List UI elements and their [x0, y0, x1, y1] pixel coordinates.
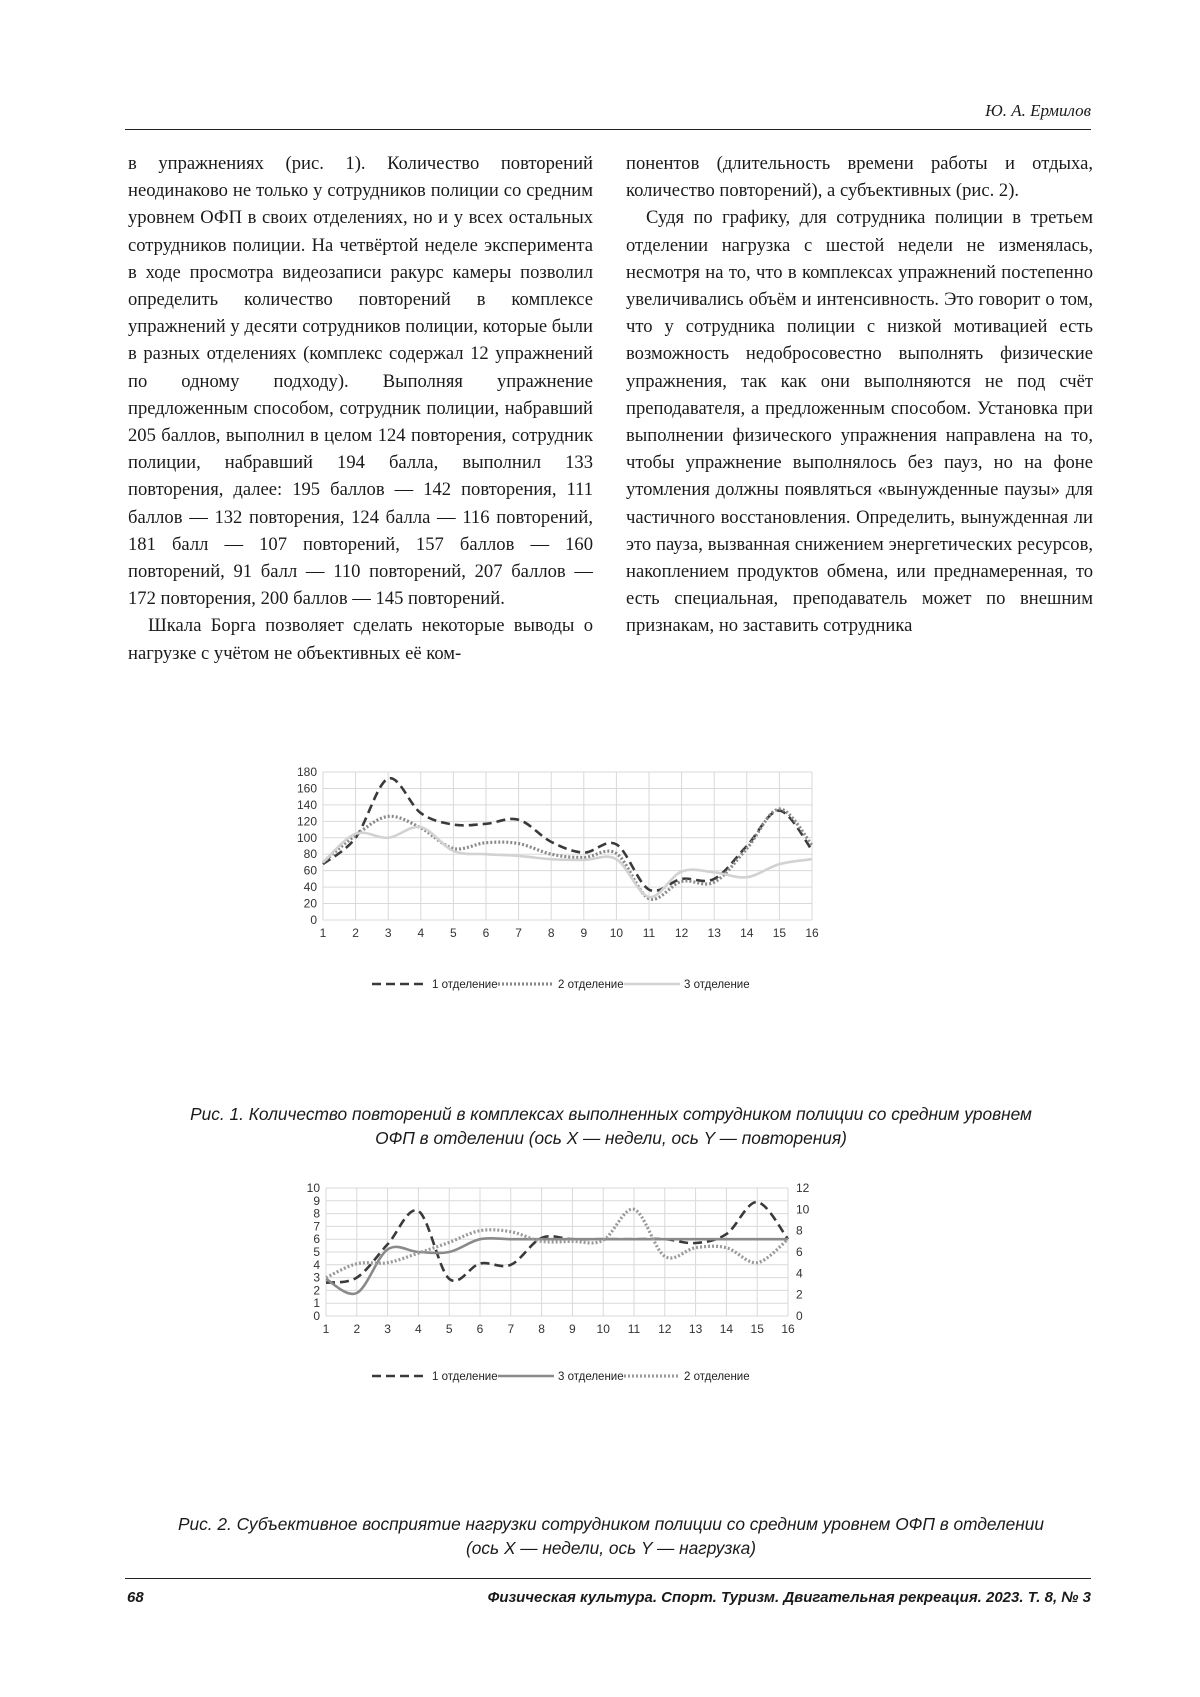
series-line	[326, 1209, 788, 1277]
x-tick-label: 3	[384, 1322, 391, 1336]
y2-tick-label: 12	[796, 1181, 810, 1195]
caption-line: ОФП в отделении (ось X — недели, ось Y — повторения)	[375, 1128, 847, 1148]
x-tick-label: 8	[538, 1322, 545, 1336]
x-tick-label: 14	[740, 926, 754, 940]
x-tick-label: 14	[719, 1322, 734, 1336]
figure-1-svg	[290, 762, 900, 1087]
y-tick-label: 60	[303, 863, 317, 878]
x-tick-label: 4	[415, 1322, 422, 1336]
paragraph: Шкала Борга позволяет сделать некоторые выводы о нагрузке с учётом не объективных её ком-	[128, 615, 593, 664]
y-tick-label: 80	[303, 847, 317, 862]
y-tick-label: 180	[296, 765, 317, 779]
x-tick-label: 8	[547, 926, 555, 940]
y-tick-label: 160	[296, 781, 317, 796]
figure-2-caption	[120, 1512, 1102, 1560]
figure-2-chart	[290, 1178, 900, 1492]
y2-tick-label: 2	[796, 1287, 803, 1302]
grid	[326, 1188, 788, 1316]
footer-rule	[125, 1578, 1091, 1579]
x-tick-label: 10	[609, 926, 624, 940]
y-tick-label: 0	[313, 1309, 320, 1323]
caption-line: Рис. 2. Субъективное восприятие нагрузки сотрудником полиции со средним уровнем ОФП в отделении	[177, 1514, 1045, 1534]
x-tick-label: 12	[674, 926, 689, 940]
y-tick-label: 20	[303, 896, 317, 911]
y-tick-label: 0	[310, 913, 317, 927]
journal-title: Физическая культура. Спорт. Туризм. Двигательная рекреация. 2023. Т. 8, № 3	[487, 1589, 1091, 1606]
x-tick-label: 7	[507, 1322, 515, 1336]
x-tick-label: 13	[707, 926, 721, 940]
x-tick-label: 2	[352, 926, 359, 940]
x-tick-label: 1	[322, 1322, 330, 1336]
figure-1-chart	[290, 762, 900, 1087]
header-rule	[125, 129, 1091, 130]
x-tick-label: 7	[515, 926, 522, 940]
y-tick-label: 2	[313, 1283, 320, 1298]
legend-label: 2 отделение	[558, 979, 624, 991]
right-text-column	[626, 150, 1093, 640]
x-tick-label: 12	[658, 1322, 672, 1336]
paragraph: в упражнениях (рис. 1). Количество повторений неодинаково не только у сотрудников полиции со средним уровнем ОФП в своих отделениях, но и у всех остальных сотрудников полиции. На четвёртой неделе эксперимента в ходе просмотра видеозаписи ракурс камеры позволил определить количество повторений в комплексе упражнений у десяти сотрудников полиции, которые были в разных отделениях (комплекс содержал 12 упражнений по одному подходу). Выполняя упражнение предложенным способом, сотрудник полиции, набравший 205 баллов, выполнил в целом 124 повторения, сотрудник полиции, набравший 194 балла, выполнил 133 повторения, далее: 195 баллов — 142 повторения, 111 баллов — 132 повторения, 124 балла — 116 повторений, 181 балл — 107 повторений, 157 баллов — 160 повторений, 91 балл — 110 повторений, 207 баллов — 172 повторения, 200 баллов — 145 повторений.	[128, 153, 593, 610]
y-tick-label: 10	[306, 1181, 320, 1195]
y-tick-label: 5	[313, 1245, 320, 1259]
y-tick-label: 140	[296, 797, 317, 812]
page-number: 68	[127, 1589, 144, 1606]
grid	[323, 772, 812, 920]
y-tick-label: 120	[296, 814, 317, 829]
figure-1-caption	[120, 1102, 1102, 1150]
y-tick-label: 100	[296, 830, 317, 845]
x-tick-label: 13	[688, 1322, 703, 1336]
paragraph: понентов (длительность времени работы и отдыха, количество повторений), а субъективных (рис. 2).	[626, 153, 1093, 202]
x-tick-label: 6	[482, 926, 490, 940]
legend-label: 3 отделение	[684, 979, 750, 991]
caption-line: (ось X — недели, ось Y — нагрузка)	[466, 1538, 756, 1558]
left-text-column	[128, 150, 593, 667]
series-line	[326, 1238, 788, 1294]
legend-label: 1 отделение	[432, 979, 498, 991]
legend-label: 2 отделение	[684, 1371, 750, 1383]
x-tick-label: 16	[805, 926, 819, 940]
figure-2-svg	[290, 1178, 900, 1492]
running-header-author: Ю. А. Ермилов	[985, 101, 1091, 120]
x-tick-label: 6	[476, 1322, 484, 1336]
caption-line: Рис. 1. Количество повторений в комплексах выполненных сотрудником полиции со средним уровнем	[190, 1104, 1032, 1124]
x-tick-label: 5	[450, 926, 457, 940]
y-tick-label: 4	[313, 1257, 320, 1272]
legend-label: 3 отделение	[558, 1371, 624, 1383]
x-tick-label: 16	[781, 1322, 795, 1336]
y-tick-label: 3	[313, 1270, 320, 1285]
y-tick-label: 6	[313, 1232, 320, 1247]
x-tick-label: 11	[642, 926, 656, 940]
y-tick-label: 8	[313, 1206, 320, 1221]
y-tick-label: 9	[313, 1193, 320, 1208]
y-tick-label: 1	[313, 1296, 320, 1311]
y2-tick-label: 6	[796, 1245, 803, 1259]
x-tick-label: 11	[627, 1322, 641, 1336]
y2-tick-label: 0	[796, 1309, 803, 1323]
x-tick-label: 2	[353, 1322, 361, 1336]
x-tick-label: 10	[596, 1322, 610, 1336]
y2-tick-label: 4	[796, 1266, 803, 1281]
legend	[372, 979, 750, 991]
y-tick-label: 7	[313, 1219, 320, 1234]
paragraph: Судя по графику, для сотрудника полиции в третьем отделении нагрузка с шестой недели не изменялась, несмотря на то, что в комплексах упражнений постепенно увеличивались объём и интенсивность. Это говорит о том, что у сотрудника полиции с низкой мотивацией есть возможность недобросовестно выполнять физические упражнения, так как они выполняются не под счёт преподавателя, а предложенным способом. Установка при выполнении физического упражнения направлена на то, чтобы упражнение выполнялось без пауз, но на фоне утомления должны появляться «вынужденные паузы» для частичного восстановления. Определить, вынужденная ли это пауза, вызванная снижением энергетических ресурсов, накоплением продуктов обмена, или преднамеренная, то есть специальная, преподаватель может по внешним признакам, но заставить сотрудника	[626, 207, 1093, 637]
x-tick-label: 9	[580, 926, 588, 940]
y2-tick-label: 10	[796, 1202, 810, 1217]
x-tick-label: 1	[319, 926, 327, 940]
x-tick-label: 5	[445, 1322, 453, 1336]
legend	[372, 1371, 750, 1383]
x-tick-label: 3	[384, 926, 392, 940]
x-tick-label: 9	[569, 1322, 576, 1336]
x-tick-label: 15	[750, 1322, 764, 1336]
x-tick-label: 4	[417, 926, 425, 940]
y2-tick-label: 8	[796, 1223, 803, 1238]
legend-label: 1 отделение	[432, 1371, 498, 1383]
x-tick-label: 15	[772, 926, 787, 940]
y-tick-label: 40	[303, 880, 317, 895]
